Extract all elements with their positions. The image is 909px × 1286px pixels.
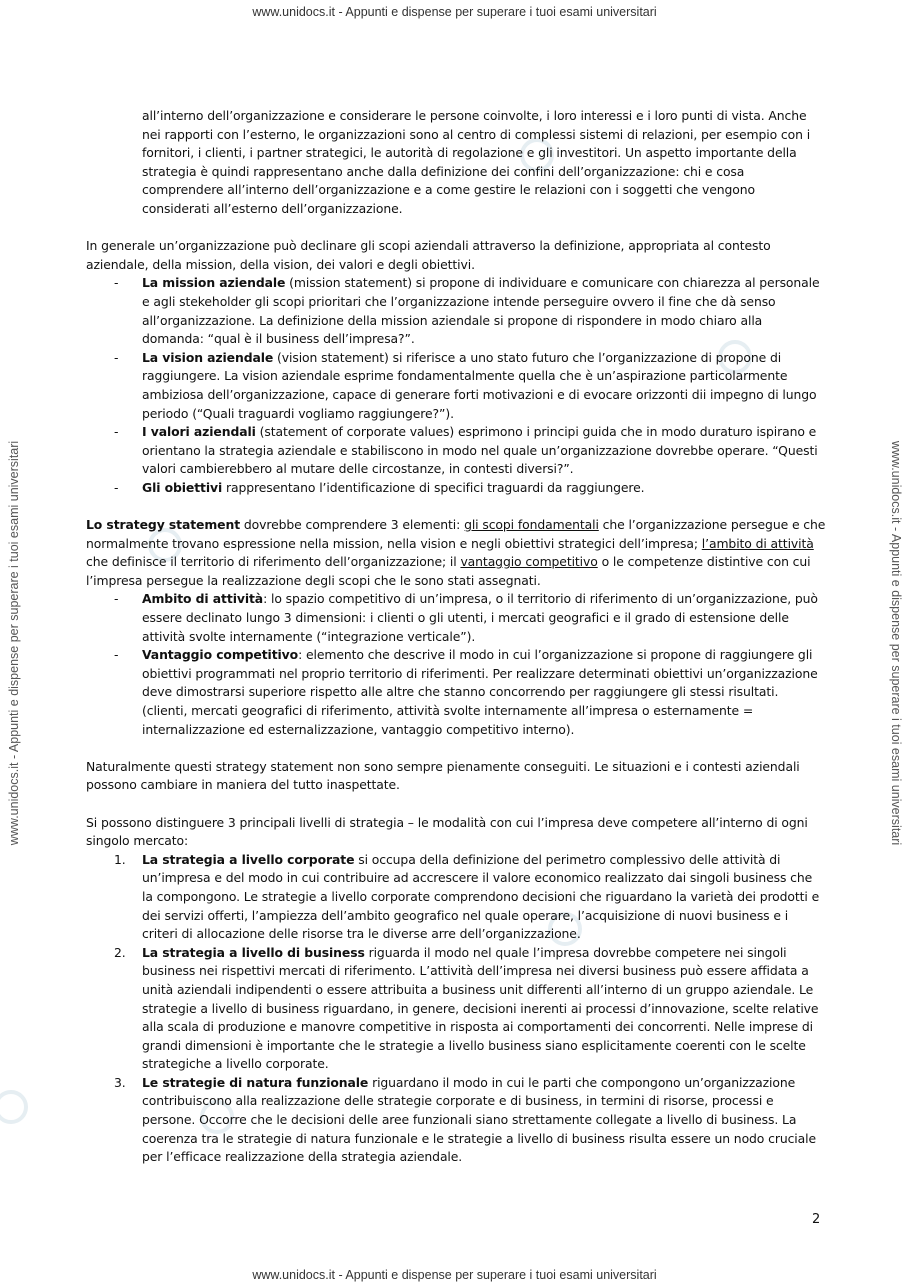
left-side-watermark: www.unidocs.it - Appunti e dispense per superare i tuoi esami universitari xyxy=(7,440,21,846)
list-item: 1. La strategia a livello corporate si occupa della definizione del perimetro complessivo delle attività di un’impresa e del modo in cui contribuire ad accrescere il valore economico realizzato dai singoli business che la compongono. Le strategie a livello corporate comprendono decisioni che riguardano la varietà dei prodotti e dei servizi offerti, l’ampiezza dell’ambito geografico nel quale operare, l’acquisizione di nuovi business e i criteri di allocazione delle risorse tra le diverse arre dell’organizzazione. xyxy=(114,851,820,942)
document-body xyxy=(86,107,826,1167)
list-item: - Ambito di attività: lo spazio competitivo di un’impresa, o il territorio di riferimento di un’organizzazione, può essere declinato lungo 3 dimensioni: i clienti o gli utenti, i mercati geografici e il grado di estensione delle attività svolte internamente (“integrazione verticale”). xyxy=(114,591,818,644)
list-item: - Vantaggio competitivo: elemento che descrive il modo in cui l’organizzazione si propone di raggiungere gli obiettivi programmati nel proprio territorio di riferimenti. Per realizzare determinati obiettivi un’organizzazione deve dimostrarsi superiore rispetto alle altre che stanno concorrendo per raggiungere gli stessi risultati. (clienti, mercati geografici di riferimento, attività svolte internamente all’impresa o esternamente = internalizzazione ed esternalizzazione, vantaggio competitivo interno). xyxy=(114,647,818,737)
strategy-elements-list xyxy=(86,590,826,739)
general-paragraph: In generale un’organizzazione può declinare gli scopi aziendali attraverso la definizione, appropriata al contesto aziendale, della mission, della vision, dei valori e degli obiettivi. xyxy=(86,238,771,272)
natural-paragraph: Naturalmente questi strategy statement non sono sempre pienamente conseguiti. Le situazioni e i contesti aziendali possono cambiare in maniera del tutto inaspettate. xyxy=(86,758,800,793)
watermark-logo-icon xyxy=(0,1090,28,1124)
header-watermark: www.unidocs.it - Appunti e dispense per superare i tuoi esami universitari xyxy=(252,5,657,19)
list-item: 3. Le strategie di natura funzionale riguardano il modo in cui le parti che compongono un’organizzazione contribuiscono alla realizzazione delle strategie corporate e di business, in termini di risorse, processi e persone. Occorre che le decisioni delle aree funzionali siano strettamente collegate a livello di business. La coerenza tra le strategie di natura funzionale e le strategie a livello di business risulta essere un nodo cruciale per l’efficace realizzazione della strategia aziendale. xyxy=(114,1074,817,1165)
list-item: - I valori aziendali (statement of corporate values) esprimono i principi guida che in modo duraturo ispirano e orientano la strategia aziendale e stabiliscono in modo nel quale un’organizzazione dovrebbe operare. “Questi valori cambierebbero al mutare delle circostanze, in contesti diversi?”. xyxy=(114,424,818,477)
list-item: 2. La strategia a livello di business riguarda il modo nel quale l’impresa dovrebbe competere nei singoli business nei rispettivi mercati di riferimento. L’attività dell’impresa nei diversi business può essere affidata a unità aziendali indipendenti o essere attribuita a business unit differenti all’interno di un gruppo aziendale. Le strategie a livello di business riguardano, in genere, decisioni inerenti ai processi d’innovazione, scelte relative alla scala di produzione e manovre competitive in risposta ai comportamenti dei concorrenti. Nelle imprese di grandi dimensioni è importante che le strategie a livello business siano esplicitamente coerenti con le scelte strategiche a livello corporate. xyxy=(114,944,819,1072)
list-item: - La mission aziendale (mission statement) si propone di individuare e comunicare con chiarezza al personale e agli stekeholder gli scopi prioritari che l’organizzazione intende perseguire ovvero il fine che dà senso all’organizzazione. La definizione della mission aziendale si propone di rispondere in modo chiaro alla domanda: “qual è il business dell’impresa?”. xyxy=(114,275,820,347)
intro-paragraph: all’interno dell’organizzazione e considerare le persone coinvolte, i loro interessi e i loro punti di vista. Anche nei rapporti con l’esterno, le organizzazioni sono al centro di complessi sistemi di relazioni, per esempio con i fornitori, i clienti, i partner strategici, le autorità di regolazione e gli investitori. Un aspetto importante della strategia è quindi rappresentano anche dalla definizione dei confini dell’organizzazione: chi e cosa comprendere all’interno dell’organizzazione e a come gestire le relazioni con i soggetti che vengono considerati all’esterno dell’organizzazione. xyxy=(142,108,811,216)
page-number: 2 xyxy=(812,1212,821,1227)
list-item: - Gli obiettivi rappresentano l’identificazione di specifici traguardi da raggiungere. xyxy=(114,479,645,495)
list-item: - La vision aziendale (vision statement) si riferisce a uno stato futuro che l’organizzazione di propone di raggiungere. La vision aziendale esprime fondamentalmente quella che è un’aspirazione particolarmente ambiziosa dell’organizzazione, capace di generare forti motivazioni e di evocare orizzonti dii impegno di lungo periodo (“Quali traguardi vogliamo raggiungere?”). xyxy=(114,349,817,421)
footer-watermark: www.unidocs.it - Appunti e dispense per superare i tuoi esami universitari xyxy=(252,1268,657,1282)
levels-paragraph: Si possono distinguere 3 principali livelli di strategia – le modalità con cui l’impresa deve competere all’interno di ogni singolo mercato: xyxy=(86,814,808,849)
mission-vision-list xyxy=(86,274,826,497)
right-side-watermark: www.unidocs.it - Appunti e dispense per superare i tuoi esami universitari xyxy=(889,440,903,846)
strategy-statement-paragraph: Lo strategy statement dovrebbe comprendere 3 elementi: gli scopi fondamentali che l’organizzazione persegue e che normalmente trovano espressione nella mission, nella vision e negli obiettivi strategici dell’impresa; l’ambito di attività che definisce il territorio di riferimento dell’organizzazione; il vantaggio competitivo o le competenze distintive con cui l’impresa persegue la realizzazione degli scopi che le sono stati assegnati. xyxy=(86,517,826,588)
strategy-levels-list xyxy=(86,851,826,1167)
